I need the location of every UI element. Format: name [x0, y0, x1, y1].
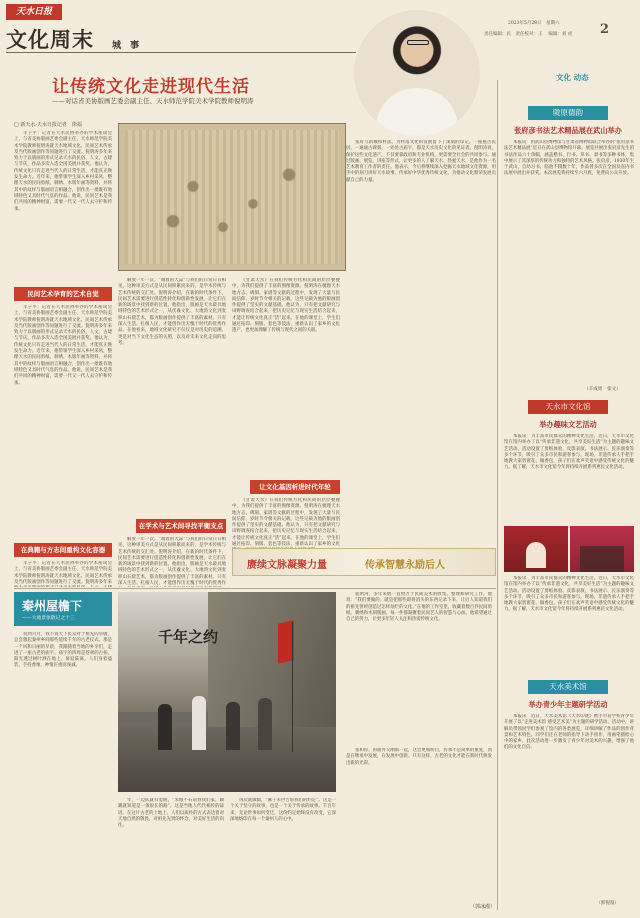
- masthead: [0, 0, 640, 62]
- lead-body-col1c: 羊子平：记者在天水民协举办的学术座谈会上，与省美协版画艺委会副主任、天水师范学院美术学院教师倪明涛就天水地域文化、民间艺术传承及当代版画创作等问题进行了交流。倪明涛多年来: [14, 561, 112, 585]
- feature-photo: [118, 592, 336, 792]
- page-number: 2: [600, 22, 610, 37]
- feature-body1: 说到六月，我不说天下民众对于祖先的崇敬，总会想起秦州乡间那些延续千年的古老仪式。那是一个风和日丽的早晨，我跟随着当地的乡亲们，走进了一座古老的庙宇。庙宇的四周是苍翠的古柏，阳光透过树叶洒在地上，斑驳陆离。人们身着盛装，手持香烛，神情庄重而虔诚。: [14, 632, 112, 669]
- slogan-banner: [232, 548, 496, 576]
- sidebar-text-3: 本报讯 近日，天水美术馆《天水印迹》携手市直学校青少年开展了以“走进美术馆 感受艺术美”为主题的研学活动。活动中，讲解员带领同学们参观了馆内的各类展览，详细讲解了作品的创作背景和艺术特色。同学们还在老师的指导下动手创作，用画笔描绘心中的家乡。此次活动进一步激发了青少年对美术的兴趣，增强了他们的文化自信。: [504, 714, 634, 751]
- lead-subtitle: ——对话省美协版画艺委会副主任、天水师范学院美术学院教师倪明涛: [52, 97, 254, 105]
- sidebar-photo-2: [570, 526, 634, 572]
- subhead-4: 在学术与艺术间寻找平衡支点: [136, 519, 226, 533]
- sidebar-byline-1: （辛成周 张文）: [584, 387, 621, 392]
- subhead-2: 在典籍与方志间重构文化容器: [14, 543, 112, 557]
- section-label: 城 事: [112, 41, 140, 51]
- sidebar-text-2: 本报讯 为丰富市民群众的精神文化生活，近日，天水市文化馆在馆内举办了以“传承非遗文化，共享美好生活”为主题的趣味文艺活动。活动设置了剪纸体验、皮影表演、书法展示、民乐演奏等多个环节，吸引了众多市民和游客参与。现场，非遗传承人手把手地教大家剪窗花、做香包，孩子们在欢声笑语中感受传统文化的魅力。据了解，天水市文化馆今年将持续开展系列惠民文化活动。: [504, 434, 634, 471]
- sidebar-bar-2: 天水市文化馆: [528, 400, 608, 414]
- ancient-scroll-image: [118, 123, 346, 271]
- sidebar-title-1: 张府彦书法艺术精品展在武山举办: [514, 126, 622, 135]
- sidebar: [500, 90, 636, 910]
- lead-byline: □ 新天水·天水日报记者 徐福: [14, 122, 82, 128]
- feature-body3: 再次就做做，“麻子来世告诉我们的约定”。这是一个关于坚守的故事，也是一个关于传承的故事。千百年来，无论世事如何变迁，这份约定始终没有改变，它深深地烙印在每一个秦州人的心中。: [230, 798, 336, 822]
- sidebar-text-1: 本报讯 由武山县博物馆与甘肃省博物馆联合举办的“张府彦书法艺术精品展”近日在武山县博物馆开幕。展览共展出张府彦先生的书法作品六十余幅，涵盖楷书、行书、草书、隶书等多种书体，集中展示了其深厚的传统功力和独特的艺术风格。张府彦，1930年生于武山，自幼习书，临池不辍数十年，作品曾多次在全国及省内书法展中展出并获奖。本次展览将持续至六月底，免费向公众开放。: [504, 140, 634, 177]
- body-col2: 解放一年一次。“端着的大蒜”与我们的日常日日相见，这种审美方式是从民间积累而来的，是学术传统与艺术传统的交汇处。倪明涛介绍，在新的时代条件下，民间艺术需要进行创造性转化和创新性发展，让它们在新的场景中找到新的位置。他指出，版画是天水最具地域特色的艺术形式之一，从伏羲文化、大地湾文化到麦积山石窟艺术，都为版画创作提供了丰富的素材。只有深入生活、扎根人民，才能创作出无愧于时代的优秀作品。在他看来，地域文化研究不仅仅是对历史的追溯，更是对当下文化生态的关照，以及对未来文化走向的思考。: [118, 278, 226, 346]
- lead-body-col1: 羊子平：记者在天水民协举办的学术座谈会上，与省美协版画艺委会副主任、天水师范学院美术学院教师倪明涛就天水地域文化、民间艺术传承及当代版画创作等问题进行了交流。倪明涛多年来致力于以版画的形式记录天水的民俗、人文、古建与节庆，作品多次入选全国美展并获奖。他认为，传统文化只有走进当代人的日常生活，才能真正焕发生命力。近年来，他带领学生深入乡村采风，整理天水的民间剪纸、刺绣、木版年画等资料，并将其中的纹样与版画语言相融合，创作出一批既有地域特色又具时代气息的作品。他说，民间艺术是我们共同的精神财富，需要一代又一代人去守护和传承。: [14, 131, 112, 212]
- feature-body2: 年，一边队就有着曲，“米粮不石前春我们家，踢踢就知道是一条很长的路”。这是当地人代代相传的谚语。在这片古老的土地上，人们以质朴的方式表达着对天地自然的敬畏，对祖先先贤的怀念，对美好生活的向往。: [118, 798, 224, 829]
- feature-headline: 千年之约: [158, 628, 219, 646]
- editor-credits: 责任编辑：民 责任校对：王 编辑：刘 虎: [484, 32, 573, 37]
- feature-byline: （郭冰漫）: [470, 904, 496, 910]
- body-mid-right: 就明涛，多年来他一直致力于民间美术的收集、整理和研究工作。他说：“我们要做的，就是把那些即将消失的东西记录下来，让后人知道我们的祖先曾经创造过怎样灿烂的文化。”在他的工作室里，收藏着数百件民间剪纸、刺绣和木刻版画，每一件都凝聚着民间艺人的智慧与心血。他希望通过自己的努力，让更多年轻人关注和热爱传统文化。: [346, 592, 492, 623]
- section-rule: [14, 588, 496, 589]
- portrait-photo: [354, 10, 480, 136]
- lead-body-col1b: 羊子平：记者在天水民协举办的学术座谈会上，与省美协版画艺委会副主任、天水师范学院美术学院教师倪明涛就天水地域文化、民间艺术传承及当代版画创作等问题进行了交流。倪明涛多年来致力于以版画的形式记录天水的民俗、人文、古建与节庆，作品多次入选全国美展并获奖。他认为，传统文化只有走进当代人的日常生活，才能真正焕发生命力。近年来，他带领学生深入乡村采风，整理天水的民间剪纸、刺绣、木版年画等资料，并将其中的纹样与版画语言相融合，创作出一批既有地域特色又具时代气息的作品。他说，民间艺术是我们共同的精神财富，需要一代又一代人去守护和传承。: [14, 305, 112, 386]
- column-title: 文化周末: [6, 28, 94, 52]
- feature-body4: 张和你，的面外交刚那一起，这会更加明白，传承不是简单的重复，而是在继承中发展，在发展中创新。只有这样，古老的文化才能在新时代焕发出新的光彩。: [346, 748, 492, 766]
- section-tag: 文化 动态: [556, 73, 589, 82]
- sidebar-text-2b: 本报讯 为丰富市民群众的精神文化生活，近日，天水市文化馆在馆内举办了以“传承非遗文化，共享美好生活”为主题的趣味文艺活动。活动设置了剪纸体验、皮影表演、书法展示、民乐演奏等多个环节，吸引了众多市民和游客参与。现场，非遗传承人手把手地教大家剪窗花、做香包，孩子们在欢声笑语中感受传统文化的魅力。据了解，天水市文化馆今年将持续开展系列惠民文化活动。: [504, 576, 634, 613]
- sidebar-byline-3: （郭倪漫）: [596, 901, 619, 906]
- issue-date: 2023年5月28日 星期六: [508, 21, 560, 26]
- banner-left-text: 赓续文脉凝聚力量: [247, 560, 327, 571]
- body-col3: 《甘肃天水》在我们传统方化和民间的层层叠叠中，为我们提供了丰富的图像资源。倪明涛在梳理天水地方志、碑刻、家谱等文献的过程中，发现了大量与民间信仰、岁时节令相关的记载，这些记载为他的版画创作提供了坚实的文献基础。他认为，只有把文献研究与田野调查结合起来，把历史记忆与现实生活结合起来，才能让传统文化真正“活”起来。在他的课堂上，学生们通过拓印、刻版、套色等技法，重新认识了家乡的文化遗产，也更加理解了传统与现代之间的关联。: [232, 278, 340, 334]
- sidebar-title-2: 举办趣味文艺活动: [539, 420, 597, 429]
- body-col3b: 《甘肃天水》在我们传统方化和民间的层层叠叠中，为我们提供了丰富的图像资源。倪明涛在梳理天水地方志、碑刻、家谱等文献的过程中，发现了大量与民间信仰、岁时节令相关的记载，这些记载为他的版画创作提供了坚实的文献基础。他认为，只有把文献研究与田野调查结合起来，把历史记忆与现实生活结合起来，才能让传统文化真正“活”起来。在他的课堂上，学生们通过拓印、刻版、套色等技法，重新认识了家乡的文化: [232, 498, 340, 548]
- feature-subtitle: ——大地景象散记之十三: [22, 616, 75, 621]
- feature-header: [14, 592, 112, 626]
- column-rule: [497, 80, 498, 910]
- masthead-rule: [6, 52, 356, 53]
- newspaper-logo: 天水日报: [6, 4, 62, 20]
- sidebar-bar-1: 陇原德韵: [528, 106, 608, 120]
- subhead-1: 民间艺术孕育的艺术自觉: [14, 287, 112, 301]
- body-col4: 张府与新城和村落，为村落文化的发展留下了深刻的印记。一座座古民居、一通通古碑刻、一处处古庙宇，都是天水历史文化的见证者。倪明涛说，保护这些文化遗产，不仅要靠政府和专业机构，更需要全社会的共同参与。通过版画、展览、讲座等形式，让更多的人了解天水、热爱天水，是他作为一名艺术教育工作者的责任。他表示，今后将继续深入挖掘天水地域文化资源，用手中的刻刀讲好天水故事，传承好中华优秀传统文化，为推动文化繁荣发展贡献自己的力量。: [346, 140, 496, 183]
- sidebar-photo-1: [504, 526, 568, 572]
- sidebar-bar-3: 天水美术馆: [528, 680, 608, 694]
- banner-right-text: 传承智慧永励后人: [365, 560, 445, 571]
- body-col2b: 解放一年一次。“端着的大蒜”与我们的日常日日相见，这种审美方式是从民间积累而来的，是学术传统与艺术传统的交汇处。倪明涛介绍，在新的时代条件下，民间艺术需要进行创造性转化和创新性发展，让它们在新的场景中找到新的位置。他指出，版画是天水最具地域特色的艺术形式之一，从伏羲文化、大地湾文化到麦积山石窟艺术，都为版画创作提供了丰富的素材。只有深入生活、扎根人民，才能创作出无愧于时代的优秀作: [118, 537, 226, 587]
- sidebar-title-3: 举办青少年主题研学活动: [528, 700, 608, 709]
- lead-title: 让传统文化走进现代生活: [52, 77, 250, 97]
- subhead-3: 让文化基因析进时代年轮: [250, 480, 340, 494]
- feature-title: 秦州屋檐下: [22, 599, 83, 613]
